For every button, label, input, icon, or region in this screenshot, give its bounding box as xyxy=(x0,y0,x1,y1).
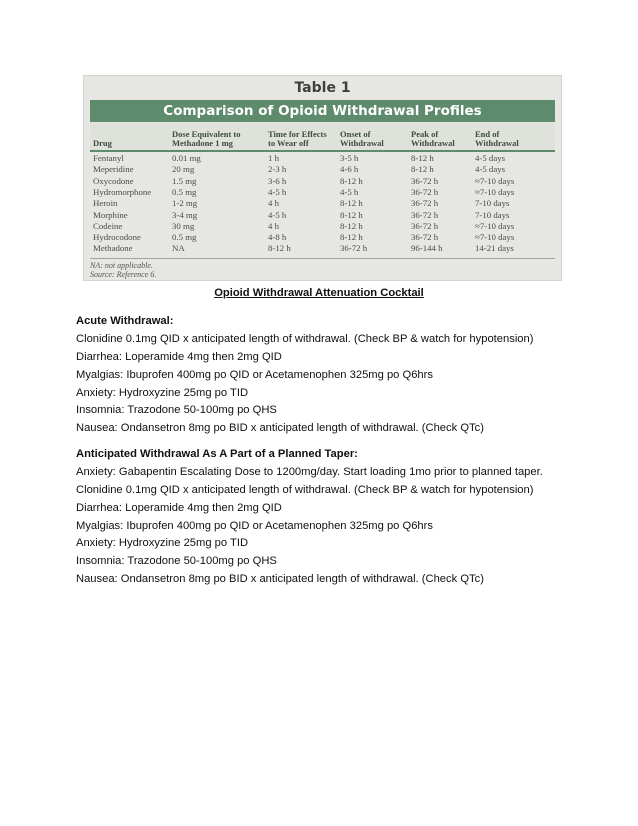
planned-line: Insomnia: Trazodone 50-100mg po QHS xyxy=(76,555,277,567)
cell-drug: Fentanyl xyxy=(93,153,124,163)
header-time-wear-off: Time for Effects to Wear off xyxy=(268,129,327,148)
planned-line: Anxiety: Gabapentin Escalating Dose to 1200mg/day. Start loading 1mo prior to planned taper. xyxy=(76,466,543,478)
cell-drug: Hydromorphone xyxy=(93,186,152,197)
cell-end: ≈7-10 days xyxy=(475,232,515,243)
table-row xyxy=(90,221,555,231)
header-end: End of Withdrawal xyxy=(475,129,519,148)
cell-drug: Meperidine xyxy=(93,164,134,175)
acute-line: Anxiety: Hydroxyzine 25mg po TID xyxy=(76,387,249,399)
table-row xyxy=(90,198,555,208)
cell-end: ≈7-10 days xyxy=(475,186,515,197)
cell-peak: 36-72 h xyxy=(411,209,439,220)
cell-end: ≈7-10 days xyxy=(475,175,515,186)
table-row xyxy=(90,164,555,174)
cell-onset: 36-72 h xyxy=(340,243,368,254)
table-row xyxy=(90,232,555,242)
cell-peak: 36-72 h xyxy=(411,198,439,209)
planned-line: Nausea: Ondansetron 8mg po BID x anticipated length of withdrawal. (Check QTc) xyxy=(76,573,484,585)
cell-drug: Methadone xyxy=(93,243,133,254)
cell-wear-off: 8-12 h xyxy=(268,243,291,254)
cell-drug: Oxycodone xyxy=(93,175,134,186)
cell-wear-off: 4-8 h xyxy=(268,232,287,243)
cell-end: ≈7-10 days xyxy=(475,220,515,231)
cell-end: 4-5 days xyxy=(475,153,506,163)
cell-peak: 8-12 h xyxy=(411,164,434,175)
table-row xyxy=(90,210,555,220)
footnote-na: NA: not applicable. xyxy=(90,261,153,270)
table-banner: Comparison of Opioid Withdrawal Profiles xyxy=(90,100,555,122)
cell-onset: 4-5 h xyxy=(340,186,359,197)
cell-peak: 36-72 h xyxy=(411,186,439,197)
cell-end: 7-10 days xyxy=(475,198,510,209)
cell-dose: 0.5 mg xyxy=(172,232,197,243)
cell-end: 14-21 days xyxy=(475,243,514,254)
cell-dose: 1-2 mg xyxy=(172,198,198,209)
table-body xyxy=(90,153,555,256)
cell-peak: 36-72 h xyxy=(411,232,439,243)
table-row xyxy=(90,243,555,253)
acute-line: Insomnia: Trazodone 50-100mg po QHS xyxy=(76,404,277,416)
cell-peak: 96-144 h xyxy=(411,243,443,254)
cell-drug: Morphine xyxy=(93,209,128,220)
table-row xyxy=(90,153,555,163)
cell-wear-off: 1 h xyxy=(268,153,279,163)
cell-dose: 20 mg xyxy=(172,164,195,175)
acute-line: Diarrhea: Loperamide 4mg then 2mg QID xyxy=(76,351,282,363)
planned-line: Anxiety: Hydroxyzine 25mg po TID xyxy=(76,537,249,549)
cell-peak: 8-12 h xyxy=(411,153,434,163)
acute-line: Nausea: Ondansetron 8mg po BID x anticipated length of withdrawal. (Check QTc) xyxy=(76,422,484,434)
header-drug: Drug xyxy=(93,138,112,148)
cell-wear-off: 4 h xyxy=(268,220,279,231)
planned-taper-heading: Anticipated Withdrawal As A Part of a Planned Taper: xyxy=(76,448,358,460)
footnote-source: Source: Reference 6. xyxy=(90,270,157,279)
cell-wear-off: 4-5 h xyxy=(268,209,287,220)
cell-dose: 30 mg xyxy=(172,220,195,231)
cell-drug: Codeine xyxy=(93,220,123,231)
withdrawal-profiles-table-figure xyxy=(83,75,562,281)
table-footnotes xyxy=(90,258,555,279)
header-peak: Peak of Withdrawal xyxy=(411,129,455,148)
document-title: Opioid Withdrawal Attenuation Cocktail xyxy=(214,287,424,299)
table-row xyxy=(90,187,555,197)
cell-onset: 8-12 h xyxy=(340,232,363,243)
planned-line: Myalgias: Ibuprofen 400mg po QID or Acetamenophen 325mg po Q6hrs xyxy=(76,520,433,532)
acute-withdrawal-heading: Acute Withdrawal: xyxy=(76,315,174,327)
cell-dose: NA xyxy=(172,243,185,254)
cell-peak: 36-72 h xyxy=(411,220,439,231)
cell-onset: 8-12 h xyxy=(340,220,363,231)
cell-dose: 0.5 mg xyxy=(172,186,197,197)
table-label: Table 1 xyxy=(294,80,351,96)
acute-line: Myalgias: Ibuprofen 400mg po QID or Acetamenophen 325mg po Q6hrs xyxy=(76,369,433,381)
header-onset: Onset of Withdrawal xyxy=(340,129,384,148)
acute-line: Clonidine 0.1mg QID x anticipated length of withdrawal. (Check BP & watch for hypotension) xyxy=(76,333,534,345)
cell-wear-off: 4-5 h xyxy=(268,186,287,197)
cell-wear-off: 3-6 h xyxy=(268,175,287,186)
cell-end: 4-5 days xyxy=(475,164,506,175)
cell-dose: 1.5 mg xyxy=(172,175,197,186)
cell-onset: 4-6 h xyxy=(340,164,359,175)
cell-onset: 3-5 h xyxy=(340,153,359,163)
header-dose-equivalent: Dose Equivalent to Methadone 1 mg xyxy=(172,129,241,148)
planned-line: Clonidine 0.1mg QID x anticipated length of withdrawal. (Check BP & watch for hypotension) xyxy=(76,484,534,496)
cell-onset: 8-12 h xyxy=(340,198,363,209)
table-header-row xyxy=(90,123,555,152)
table-row xyxy=(90,176,555,186)
cell-onset: 8-12 h xyxy=(340,175,363,186)
cell-onset: 8-12 h xyxy=(340,209,363,220)
cell-wear-off: 4 h xyxy=(268,198,279,209)
cell-drug: Heroin xyxy=(93,198,118,209)
planned-line: Diarrhea: Loperamide 4mg then 2mg QID xyxy=(76,502,282,514)
cell-peak: 36-72 h xyxy=(411,175,439,186)
cell-wear-off: 2-3 h xyxy=(268,164,287,175)
cell-drug: Hydrocodone xyxy=(93,232,141,243)
cell-dose: 0.01 mg xyxy=(172,153,201,163)
cell-end: 7-10 days xyxy=(475,209,510,220)
cell-dose: 3-4 mg xyxy=(172,209,198,220)
